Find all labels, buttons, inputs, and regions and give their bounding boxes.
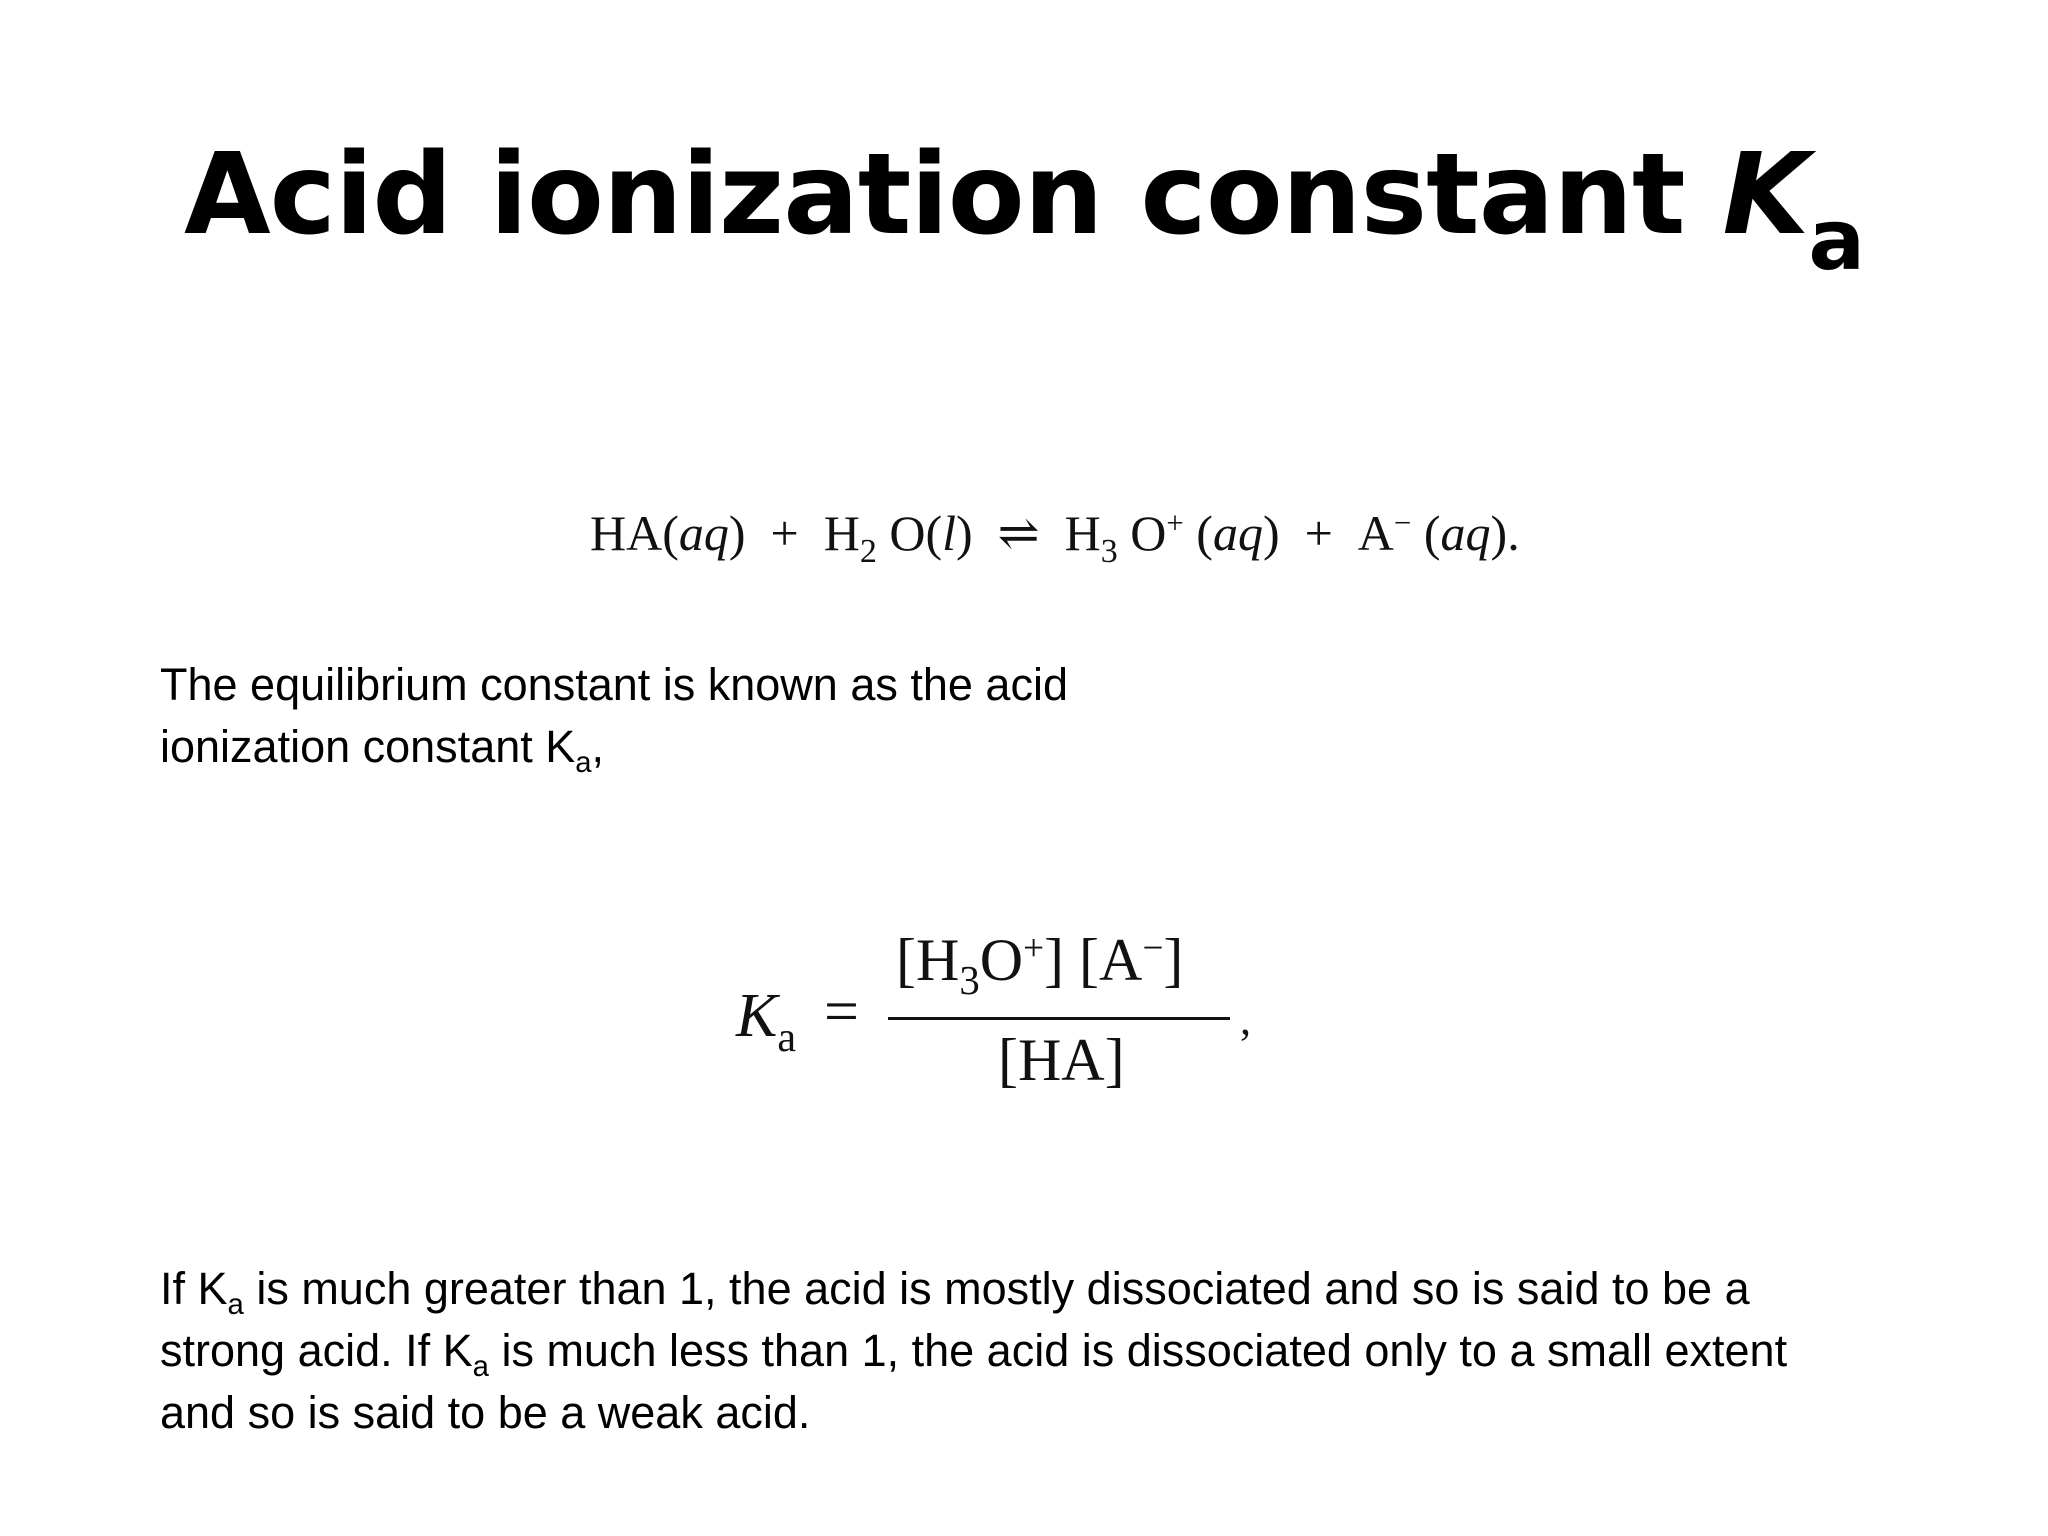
eq-paren: ). — [1490, 505, 1520, 561]
eq-paren: ( — [1411, 505, 1441, 561]
paragraph-line — [160, 1258, 1920, 1320]
subscript: a — [472, 1351, 489, 1384]
title-symbol: K — [1722, 130, 1809, 260]
text-run: is much less than 1, the acid is dissociated only to a small extent — [488, 1325, 1788, 1376]
eq-plus: + — [770, 505, 799, 561]
reaction-equation — [590, 498, 1550, 568]
num-sub: 3 — [959, 958, 980, 1004]
trailing-comma: , — [1240, 995, 1251, 1044]
fraction-denominator: [HA] — [998, 1027, 1125, 1093]
eq-h: H — [823, 505, 860, 561]
text-run: ionization constant K — [160, 721, 576, 772]
fraction-numerator — [896, 925, 1184, 1004]
num-sup: − — [1142, 927, 1164, 969]
eq-state: aq — [1440, 505, 1491, 561]
title-subscript: a — [1808, 191, 1865, 289]
paragraph-interpretation — [160, 1258, 1920, 1444]
ka-expression — [736, 925, 1296, 1105]
text-run: , — [591, 721, 605, 772]
text-run: strong acid. If K — [160, 1325, 473, 1376]
text-run: If K — [160, 1263, 228, 1314]
eq-h: H — [1064, 505, 1101, 561]
paragraph-line: The equilibrium constant is known as the acid — [160, 659, 1068, 710]
num-part: ] [A — [1044, 927, 1143, 993]
ka-lhs — [736, 981, 797, 1061]
equals-sign: = — [824, 978, 859, 1046]
eq-state: l — [942, 505, 957, 561]
eq-paren: ) — [728, 505, 746, 561]
eq-paren: ( — [1183, 505, 1213, 561]
paragraph-definition — [160, 654, 1260, 778]
eq-o: O( — [876, 505, 943, 561]
eq-sub: 2 — [859, 532, 877, 570]
num-part: ] — [1163, 927, 1184, 993]
paragraph-line — [160, 1320, 1920, 1382]
num-sup: + — [1023, 927, 1045, 969]
subscript: a — [227, 1289, 244, 1322]
eq-paren: ) — [956, 505, 973, 561]
ka-symbol: K — [736, 982, 778, 1050]
title-text: Acid ionization constant — [183, 130, 1723, 260]
eq-o: O — [1117, 505, 1167, 561]
eq-sup: − — [1393, 504, 1412, 540]
eq-state: aq — [1212, 505, 1263, 561]
ka-subscript: a — [777, 1013, 797, 1061]
num-part: O — [979, 927, 1024, 993]
subscript: a — [575, 747, 592, 780]
eq-a: A — [1357, 505, 1394, 561]
equilibrium-arrow: ⇌ — [997, 505, 1040, 561]
eq-plus: + — [1304, 505, 1333, 561]
text-run: is much greater than 1, the acid is mostly dissociated and so is said to be a — [243, 1263, 1750, 1314]
fraction-bar — [888, 1017, 1230, 1020]
eq-ha: HA( — [590, 505, 679, 561]
slide-title — [0, 130, 2048, 289]
num-part: [H — [896, 927, 960, 993]
eq-sub: 3 — [1100, 532, 1118, 570]
eq-sup: + — [1166, 504, 1184, 540]
paragraph-line: and so is said to be a weak acid. — [160, 1387, 811, 1438]
eq-state: aq — [678, 505, 729, 561]
paragraph-line — [160, 716, 1260, 778]
eq-paren: ) — [1262, 505, 1280, 561]
